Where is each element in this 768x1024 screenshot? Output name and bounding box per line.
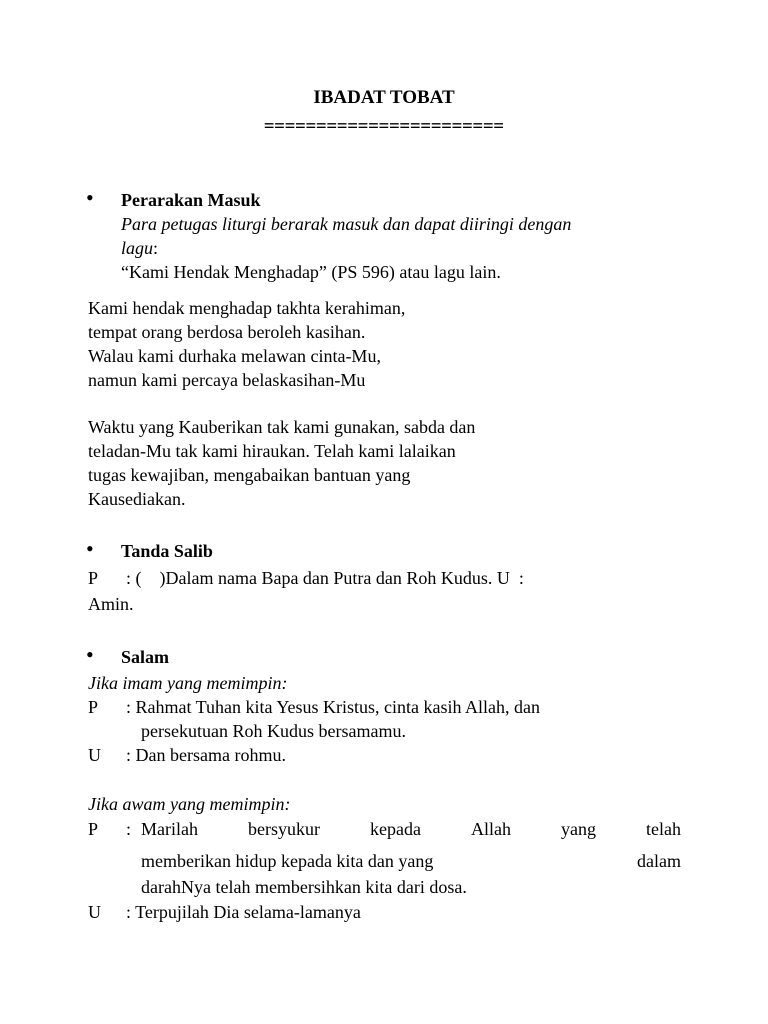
salam-p1-line1: : Rahmat Tuhan kita Yesus Kristus, cinta kasih Allah, dan [126,697,540,717]
salam-p2-line1-justified [141,817,681,841]
salam-awam-label: Jika awam yang memimpin: [88,794,291,814]
tanda-salib-line1: : ( )Dalam nama Bapa dan Putra dan Roh Kudus. U : [126,568,524,588]
perarakan-instruction-colon: : [153,238,159,258]
salam-p2-line2 [141,849,681,873]
tanda-salib-speaker-p: P [88,568,99,588]
salam-p2-speaker: P [88,819,99,839]
verse1-line: Kami hendak menghadap takhta kerahiman, [88,298,406,318]
perarakan-instruction-line1: Para petugas liturgi berarak masuk dan dapat diiringi dengan [121,214,572,234]
verse2-line: Kausediakan. [88,489,186,509]
perarakan-instruction-lagu: lagu [121,238,154,258]
verse1-line: Walau kami durhaka melawan cinta-Mu, [88,346,381,366]
verse2-line: teladan-Mu tak kami hiraukan. Telah kami lalaikan [88,441,456,461]
verse1-line: namun kami percaya belaskasihan-Mu [88,370,366,390]
salam-u1-text: : Dan bersama rohmu. [126,745,286,765]
bullet-icon: • [86,642,94,667]
heading-perarakan-masuk: Perarakan Masuk [121,190,261,210]
salam-p2-line3: darahNya telah membersihkan kita dari dosa. [141,877,467,897]
salam-p2-word: Marilah [141,819,198,839]
perarakan-song-reference: “Kami Hendak Menghadap” (PS 596) atau lagu lain. [121,262,501,282]
bullet-icon: • [86,536,94,561]
salam-p2-word: yang [561,819,596,839]
salam-p2-word: bersyukur [248,819,320,839]
salam-p1-line2: persekutuan Roh Kudus bersamamu. [141,721,406,741]
salam-imam-label: Jika imam yang memimpin: [88,673,288,693]
verse2-line: Waktu yang Kauberikan tak kami gunakan, sabda dan [88,417,476,437]
salam-p2-colon: : [126,819,132,839]
salam-p2-word: Allah [470,819,511,839]
salam-p2-word: kepada [370,819,421,839]
heading-salam: Salam [121,647,170,667]
salam-p1-speaker: P [88,697,99,717]
heading-tanda-salib: Tanda Salib [121,541,213,561]
verse1-line: tempat orang berdosa beroleh kasihan. [88,322,366,342]
document-title: IBADAT TOBAT [313,87,455,108]
bullet-icon: • [86,185,94,210]
tanda-salib-line2: Amin. [88,594,134,614]
salam-u2-speaker: U [88,902,101,922]
title-underline-rule: ======================= [263,116,504,136]
salam-p2-line2-right: dalam [637,851,681,871]
verse2-line: tugas kewajiban, mengabaikan bantuan yang [88,465,411,485]
salam-u1-speaker: U [88,745,101,765]
salam-p2-word: telah [646,819,681,839]
salam-u2-text: : Terpujilah Dia selama-lamanya [126,902,361,922]
perarakan-instruction-line2 [121,236,158,260]
salam-p2-line2-left: memberikan hidup kepada kita dan yang [141,851,434,871]
